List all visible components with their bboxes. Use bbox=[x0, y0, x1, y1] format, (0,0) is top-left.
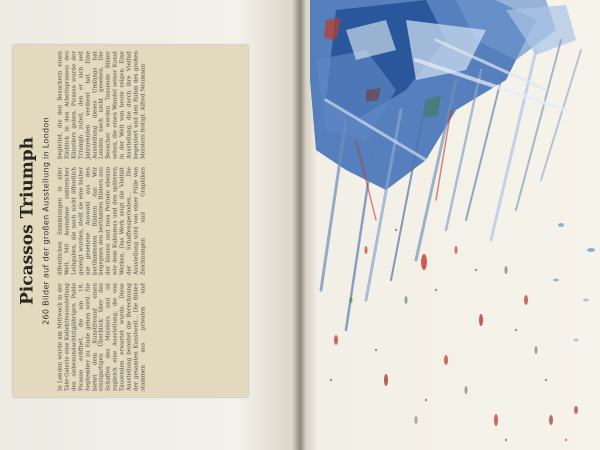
clipping-headline: Picassos Triumph bbox=[17, 137, 37, 305]
clipping-subhead: 260 Bilder auf der großen Ausstellung in London bbox=[41, 117, 50, 325]
abstract-painting bbox=[306, 0, 600, 450]
paint-splatters bbox=[330, 223, 595, 441]
book-gutter bbox=[292, 0, 306, 450]
clipping-body bbox=[57, 51, 243, 391]
left-page bbox=[0, 0, 298, 450]
clipping-content bbox=[13, 45, 248, 397]
newspaper-clipping bbox=[13, 45, 248, 397]
clipping-body-text: In London wurde am Mittwoch in der Tate-Galerie eine Kollektivausstellung des siebenundachtzigjährigen Pablo Picasso eröffnet, die am 18. September zu Ende gehen wird. Sie bietet dem Kunstfreund einen einzigartigen Überblick über das Schaffen des Meisters und ist zugleich eine Ausstellung, die von Tausenden erwartet wurde. Diese Ausstellung bereitet die Berechnung der gesamten Kunstwelt... Die Bilder stammen aus privaten und öffentlichen Sammlungen in aller Welt. Mit Ausnahme zahlreicher Leihgaben, die noch nicht öffentlich gezeigt wurden, stellt sie eine bisher nie gesehene Auswahl aus den berühmtesten Bildern dar. Wir begegnen den berühmten Bildern aus der blauen und rosa Periode ebenso wie dem Kubismus und den späteren Werken. Das Werk zeigt die Vielfalt der Schaffensperioden... Die Ausstellung wird von einer Fülle von Zeichnungen und Graphiken begleitet, die den Besuchern einen Einblick in den Arbeitsprozess des Künstlers geben. Picasso wurde der Triumph zuteil, den er sich seit Jahrzehnten verdient hat. Eine Ausstellung dieses Umfangs hat London noch nicht gesehen. Die Besucher werden Tausende Bilder sehen, die einen Wandel seiner Kunst in der Welt von heute zeigen. Eine Ausstellung, die durch ihre Vielfalt begeistert und den Ruhm des großen Meisters festigt. Alfred Neumann bbox=[57, 51, 146, 391]
